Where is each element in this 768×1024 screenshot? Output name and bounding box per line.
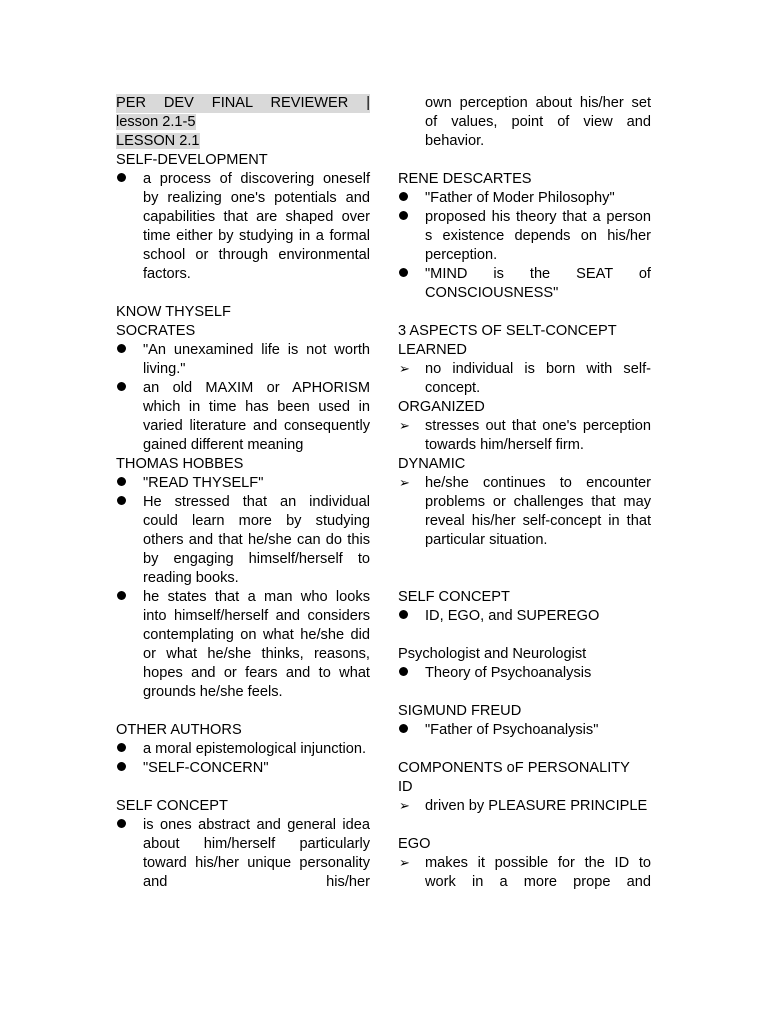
heading-text: SOCRATES bbox=[116, 323, 196, 339]
spacer bbox=[116, 284, 370, 303]
bullet-dot-icon bbox=[117, 740, 131, 759]
spacer bbox=[398, 740, 651, 759]
bullet-dot-icon bbox=[399, 265, 413, 284]
heading-text: SIGMUND FREUD bbox=[398, 703, 522, 719]
heading-text: EGO bbox=[398, 836, 431, 852]
list-item-text: "Father of Moder Philosophy" bbox=[425, 190, 615, 206]
bullet-dot-icon bbox=[117, 341, 131, 360]
section-heading bbox=[398, 170, 651, 189]
list-item-text: "MIND is the SEAT of CONSCIOUSNESS" bbox=[425, 266, 651, 301]
section-heading bbox=[398, 322, 651, 341]
heading-text: PER DEV FINAL REVIEWER | bbox=[116, 95, 370, 111]
bullet-list-item bbox=[116, 493, 370, 588]
spacer bbox=[116, 702, 370, 721]
bullet-list-item bbox=[398, 721, 651, 740]
section-heading bbox=[398, 778, 651, 797]
bullet-dot-icon bbox=[399, 607, 413, 626]
bullet-list-item bbox=[116, 740, 370, 759]
arrow-list-item bbox=[398, 360, 651, 398]
bullet-list-item bbox=[398, 208, 651, 265]
list-item-text: makes it possible for the ID to work in a more prope and bbox=[425, 855, 651, 890]
section-heading bbox=[398, 645, 651, 664]
section-heading bbox=[398, 835, 651, 854]
heading-text: 3 ASPECTS OF SELT-CONCEPT bbox=[398, 323, 617, 339]
spacer bbox=[398, 626, 651, 645]
bullet-dot-icon bbox=[117, 474, 131, 493]
bullet-list-item bbox=[398, 607, 651, 626]
heading-text: OTHER AUTHORS bbox=[116, 722, 242, 738]
bullet-dot-icon bbox=[117, 379, 131, 398]
bullet-dot-icon bbox=[117, 759, 131, 778]
right-column bbox=[398, 94, 651, 892]
list-item-text: "An unexamined life is not worth living." bbox=[143, 342, 370, 377]
section-heading bbox=[116, 322, 370, 341]
section-heading bbox=[398, 588, 651, 607]
bullet-dot-icon bbox=[399, 208, 413, 227]
section-heading bbox=[116, 151, 370, 170]
arrow-bullet-icon: ➢ bbox=[399, 799, 410, 814]
bullet-dot-icon bbox=[117, 493, 131, 512]
bullet-list-item bbox=[116, 816, 370, 892]
heading-text: lesson 2.1-5 bbox=[116, 114, 196, 130]
arrow-bullet-icon: ➢ bbox=[399, 476, 410, 491]
bullet-dot-icon bbox=[117, 170, 131, 189]
arrow-bullet-icon: ➢ bbox=[399, 419, 410, 434]
spacer bbox=[398, 151, 651, 170]
section-heading bbox=[398, 398, 651, 417]
left-column bbox=[116, 94, 370, 892]
arrow-list-item bbox=[398, 854, 651, 892]
spacer bbox=[398, 303, 651, 322]
list-item-text: a process of discovering oneself by realizing one's potentials and capabilities that are shaped over time either by studying in a formal school or through environmental factors. bbox=[143, 171, 370, 282]
bullet-dot-icon bbox=[399, 189, 413, 208]
list-item-text: he states that a man who looks into himself/herself and considers contemplating on what he/she did or what he/she thinks, reasons, hopes and or fears and to what grounds he/she feels. bbox=[143, 589, 370, 700]
bullet-list-item bbox=[398, 265, 651, 303]
bullet-list-item bbox=[116, 759, 370, 778]
spacer bbox=[398, 683, 651, 702]
bullet-list-item bbox=[116, 341, 370, 379]
continued-text: own perception about his/her set of values, point of view and behavior. bbox=[425, 95, 651, 149]
list-item-text: stresses out that one's perception towards him/herself firm. bbox=[425, 418, 651, 453]
spacer bbox=[116, 778, 370, 797]
bullet-list-item bbox=[116, 588, 370, 702]
spacer bbox=[398, 816, 651, 835]
list-item-text: "SELF-CONCERN" bbox=[143, 760, 269, 776]
list-item-text: "Father of Psychoanalysis" bbox=[425, 722, 599, 738]
document-title bbox=[116, 132, 370, 151]
spacer bbox=[398, 569, 651, 588]
bullet-list-item bbox=[398, 189, 651, 208]
heading-text: DYNAMIC bbox=[398, 456, 466, 472]
section-heading bbox=[116, 455, 370, 474]
section-heading bbox=[398, 759, 651, 778]
spacer bbox=[398, 550, 651, 569]
heading-text: COMPONENTS oF PERSONALITY bbox=[398, 760, 630, 776]
section-heading bbox=[398, 341, 651, 360]
list-item-text: an old MAXIM or APHORISM which in time has been used in varied literature and consequently gained different meaning bbox=[143, 380, 370, 453]
section-heading bbox=[398, 702, 651, 721]
bullet-list-item bbox=[116, 474, 370, 493]
section-heading bbox=[116, 721, 370, 740]
heading-text: SELF CONCEPT bbox=[116, 798, 228, 814]
list-item-text: driven by PLEASURE PRINCIPLE bbox=[425, 798, 648, 814]
arrow-bullet-icon: ➢ bbox=[399, 362, 410, 377]
list-item-text: ID, EGO, and SUPEREGO bbox=[425, 608, 600, 624]
section-heading bbox=[398, 455, 651, 474]
arrow-list-item bbox=[398, 797, 651, 816]
bullet-list-item bbox=[116, 170, 370, 284]
section-heading bbox=[116, 797, 370, 816]
list-item-text: "READ THYSELF" bbox=[143, 475, 264, 491]
bullet-dot-icon bbox=[117, 816, 131, 835]
list-item-text: a moral epistemological injunction. bbox=[143, 741, 367, 757]
bullet-dot-icon bbox=[399, 664, 413, 683]
list-item-text: no individual is born with self-concept. bbox=[425, 361, 651, 396]
heading-text: LESSON 2.1 bbox=[116, 133, 200, 149]
arrow-list-item bbox=[398, 417, 651, 455]
heading-text: RENE DESCARTES bbox=[398, 171, 532, 187]
bullet-dot-icon bbox=[399, 721, 413, 740]
list-item-text: Theory of Psychoanalysis bbox=[425, 665, 592, 681]
list-item-text: he/she continues to encounter problems or challenges that may reveal his/her self-concept in that particular situation. bbox=[425, 475, 651, 548]
document-title bbox=[116, 94, 370, 113]
heading-text: ORGANIZED bbox=[398, 399, 485, 415]
heading-text: ID bbox=[398, 779, 413, 795]
heading-text: SELF-DEVELOPMENT bbox=[116, 152, 268, 168]
heading-text: LEARNED bbox=[398, 342, 467, 358]
bullet-list-item bbox=[116, 379, 370, 455]
bullet-list-item bbox=[398, 664, 651, 683]
heading-text: THOMAS HOBBES bbox=[116, 456, 244, 472]
list-item-text: He stressed that an individual could learn more by studying others and that he/she can do this by engaging himself/herself to reading books. bbox=[143, 494, 370, 586]
list-item-text: proposed his theory that a person s existence depends on his/her perception. bbox=[425, 209, 651, 263]
bullet-dot-icon bbox=[117, 588, 131, 607]
document-title bbox=[116, 113, 370, 132]
arrow-bullet-icon: ➢ bbox=[399, 856, 410, 871]
heading-text: SELF CONCEPT bbox=[398, 589, 510, 605]
section-heading bbox=[116, 303, 370, 322]
heading-text: KNOW THYSELF bbox=[116, 304, 231, 320]
heading-text: Psychologist and Neurologist bbox=[398, 646, 587, 662]
list-item-text: is ones abstract and general idea about him/herself particularly toward his/her unique personality and his/her bbox=[143, 817, 370, 890]
arrow-list-item bbox=[398, 474, 651, 550]
